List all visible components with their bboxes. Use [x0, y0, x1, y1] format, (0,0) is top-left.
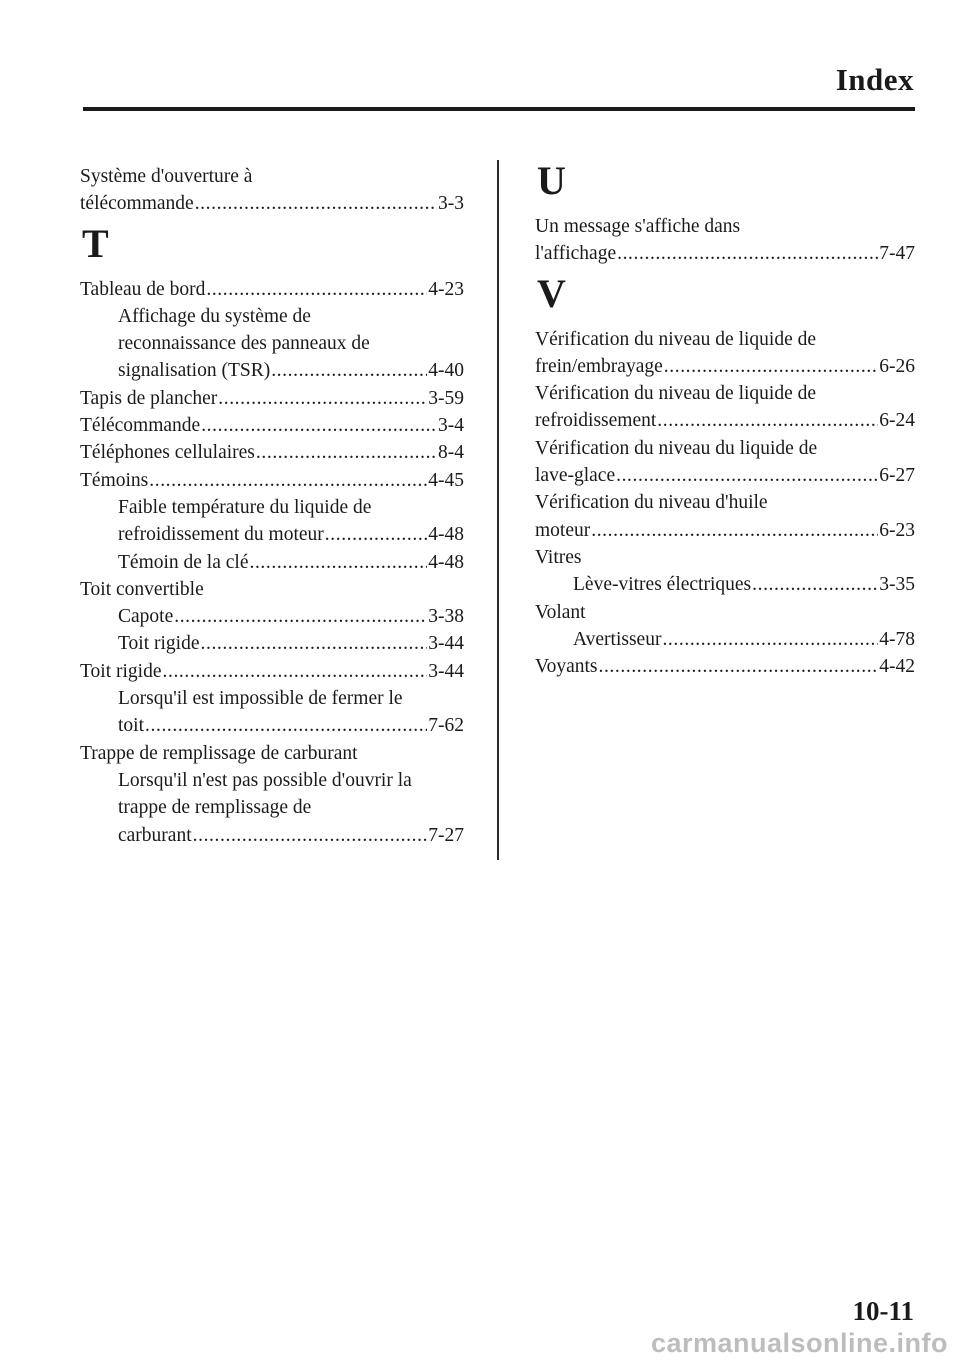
section-letter-v: V [537, 270, 566, 316]
index-subentry-text: Faible température du liquide de [118, 496, 372, 518]
column-divider [497, 160, 499, 860]
dot-leader [249, 549, 427, 576]
index-entry-label: toit [118, 715, 145, 737]
index-subentry-text: Lorsqu'il n'est pas possible d'ouvrir la [118, 769, 412, 791]
index-entry-label: Voyants [535, 656, 598, 678]
index-entry-label: Tapis de plancher [80, 387, 218, 409]
page-reference[interactable]: 4-78 [879, 628, 915, 650]
page-header-title: Index [835, 62, 914, 97]
index-entry-label: moteur [535, 519, 591, 541]
index-entry [80, 276, 464, 303]
index-entry-text: Vérification du niveau de liquide de [535, 383, 817, 405]
index-entry [80, 467, 464, 494]
index-entry-label: Avertisseur [573, 628, 662, 650]
index-entry-text: Système d'ouverture à [80, 166, 253, 187]
index-entry-text: Vérification du niveau du liquide de [535, 437, 818, 459]
index-entry [535, 353, 915, 380]
index-entry [80, 412, 464, 439]
page-reference[interactable]: 4-40 [428, 360, 464, 382]
index-entry-label: refroidissement [535, 410, 657, 432]
dot-leader [325, 521, 427, 548]
dot-leader [218, 385, 427, 412]
index-entry [535, 653, 915, 680]
index-entry-label: frein/embrayage [535, 355, 663, 377]
page-reference[interactable]: 3-59 [428, 387, 464, 409]
index-entry [80, 439, 464, 466]
section-letter-u: U [537, 158, 566, 203]
dot-leader [617, 240, 878, 267]
index-subentry [535, 626, 915, 653]
page-reference[interactable]: 3-44 [428, 660, 464, 682]
watermark-text: carmanualsonline.info [650, 1328, 948, 1358]
page-reference[interactable]: 4-42 [879, 656, 915, 678]
index-entry-label: lave-glace [535, 465, 616, 487]
page-reference[interactable]: 3-35 [879, 574, 915, 596]
header-rule [83, 107, 915, 111]
index-entry-label: Télécommande [80, 415, 201, 437]
index-entry-label: Capote [118, 606, 174, 628]
index-entry-text: Toit convertible [80, 578, 204, 600]
page-reference[interactable]: 4-45 [428, 469, 464, 491]
index-subentry [80, 630, 464, 657]
page-reference[interactable]: 7-62 [428, 715, 464, 737]
dot-leader [657, 407, 878, 434]
dot-leader [163, 658, 428, 685]
index-entry-label: carburant [118, 824, 192, 846]
index-subentry-text: Lorsqu'il est impossible de fermer le [118, 688, 403, 710]
page-reference[interactable]: 3-38 [428, 606, 464, 628]
page-reference[interactable]: 4-48 [428, 524, 464, 546]
dot-leader [598, 653, 878, 680]
index-entry-text: Volant [535, 601, 586, 623]
index-subentry [80, 603, 464, 630]
dot-leader [206, 276, 427, 303]
index-entry [80, 190, 464, 217]
index-subentry-text: Affichage du système de [118, 305, 311, 327]
page-reference[interactable]: 6-23 [879, 519, 915, 541]
page-reference[interactable]: 3-44 [428, 633, 464, 655]
index-entry-label: l'affichage [535, 243, 617, 265]
index-entry [535, 407, 915, 434]
index-subentry [80, 549, 464, 576]
index-entry [535, 462, 915, 489]
page-reference[interactable]: 8-4 [438, 442, 464, 464]
dot-leader [591, 517, 878, 544]
index-entry-label: signalisation (TSR) [118, 360, 271, 382]
index-entry-label: Toit rigide [80, 660, 162, 682]
section-letter-t: T [82, 220, 109, 266]
dot-leader [174, 603, 427, 630]
index-subentry-text: reconnaissance des panneaux de [118, 333, 370, 355]
index-entry-text: Vitres [535, 546, 582, 568]
index-entry-text: Vérification du niveau de liquide de [535, 328, 817, 350]
index-subentry [80, 712, 464, 739]
page-number: 10-11 [852, 1296, 914, 1326]
index-column-left [80, 163, 464, 849]
page-reference[interactable]: 3-4 [438, 415, 464, 437]
page-reference[interactable]: 3-3 [438, 193, 464, 215]
index-entry [535, 240, 915, 267]
dot-leader [752, 571, 878, 598]
index-entry-label: Toit rigide [118, 633, 200, 655]
page-reference[interactable]: 6-26 [879, 355, 915, 377]
dot-leader [256, 439, 437, 466]
index-entry-label: Téléphones cellulaires [80, 442, 255, 464]
index-entry-text: Vérification du niveau d'huile [535, 492, 768, 514]
page-reference[interactable]: 7-47 [879, 243, 915, 265]
index-entry-label: Tableau de bord [80, 278, 206, 300]
dot-leader [662, 626, 878, 653]
index-entry-label: refroidissement du moteur [118, 524, 324, 546]
dot-leader [616, 462, 878, 489]
dot-leader [149, 467, 427, 494]
index-column-right [535, 159, 915, 680]
index-entry-text: Un message s'affiche dans [535, 216, 741, 237]
index-entry [80, 385, 464, 412]
dot-leader [201, 412, 437, 439]
index-subentry-text: trappe de remplissage de [118, 797, 312, 819]
index-entry-label: télécommande [80, 193, 194, 215]
dot-leader [271, 357, 427, 384]
page-reference[interactable]: 4-48 [428, 551, 464, 573]
dot-leader [664, 353, 878, 380]
index-subentry [80, 521, 464, 548]
index-entry-label: Témoin de la clé [118, 551, 249, 573]
index-entry-label: Témoins [80, 469, 149, 491]
dot-leader [195, 190, 437, 217]
page-reference[interactable]: 6-24 [879, 410, 915, 432]
index-entry [535, 517, 915, 544]
dot-leader [193, 822, 428, 849]
dot-leader [201, 630, 428, 657]
index-subentry [80, 822, 464, 849]
index-entry-label: Lève-vitres électriques [573, 574, 752, 596]
page-reference[interactable]: 6-27 [879, 465, 915, 487]
dot-leader [145, 712, 427, 739]
index-entry [80, 658, 464, 685]
page-reference[interactable]: 7-27 [428, 824, 464, 846]
index-subentry [80, 357, 464, 384]
index-entry-text: Trappe de remplissage de carburant [80, 742, 358, 764]
page-reference[interactable]: 4-23 [428, 278, 464, 300]
index-subentry [535, 571, 915, 598]
